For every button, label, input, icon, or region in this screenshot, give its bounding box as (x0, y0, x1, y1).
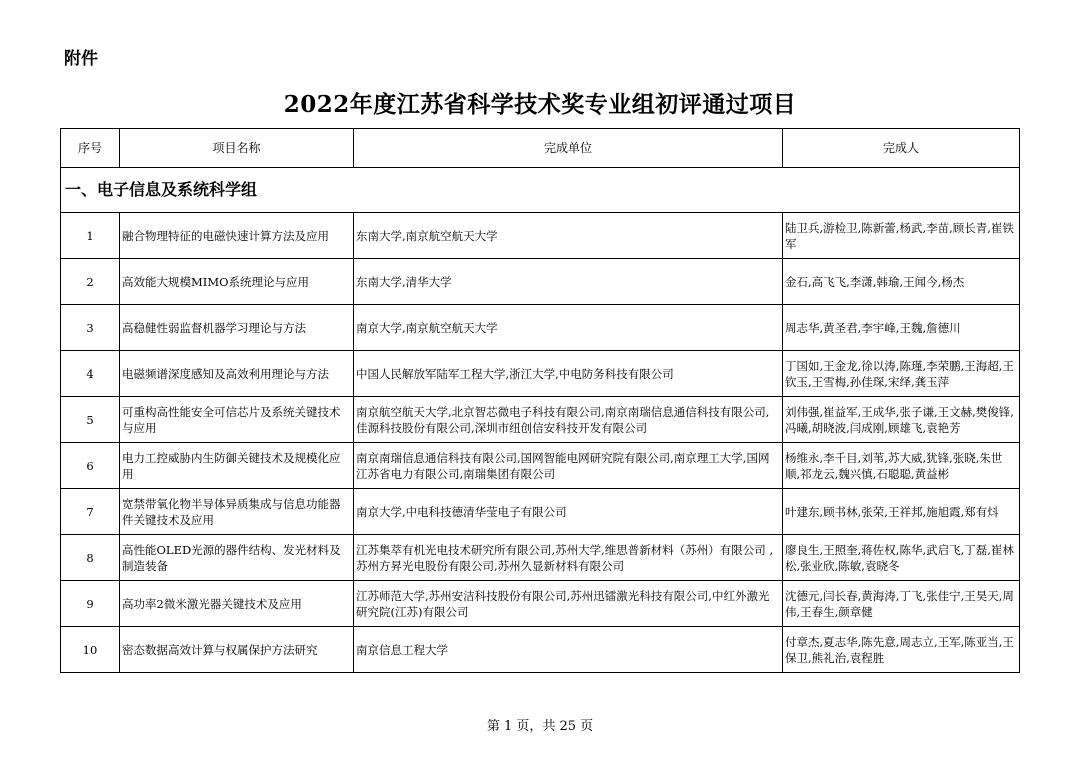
cell-units: 江苏师范大学,苏州安洁科技股份有限公司,苏州迅镭激光科技有限公司,中红外激光研究院(江苏)有限公司 (354, 581, 783, 627)
cell-units: 南京南瑞信息通信科技有限公司,国网智能电网研究院有限公司,南京理工大学,国网江苏省电力有限公司,南瑞集团有限公司 (354, 443, 783, 489)
table-header-row (61, 129, 1020, 168)
cell-project-name: 高稳健性弱监督机器学习理论与方法 (120, 305, 354, 351)
table-row (61, 213, 1020, 259)
projects-table (60, 128, 1020, 673)
header-project-name: 项目名称 (120, 129, 354, 168)
cell-people: 刘伟强,崔益军,王成华,张子谦,王文赫,樊俊锋,冯曦,胡晓波,闫成刚,顾雄飞,袁艳芳 (783, 397, 1020, 443)
cell-project-name: 密态数据高效计算与权属保护方法研究 (120, 627, 354, 673)
table-row (61, 397, 1020, 443)
attachment-label: 附件 (64, 49, 98, 69)
cell-units: 中国人民解放军陆军工程大学,浙江大学,中电防务科技有限公司 (354, 351, 783, 397)
table-row (61, 305, 1020, 351)
cell-people: 丁国如,王金龙,徐以涛,陈瑾,李荣鹏,王海超,王钦玉,王雪梅,孙佳琛,宋绎,龚玉萍 (783, 351, 1020, 397)
cell-people: 叶建东,顾书林,张荣,王祥邦,施旭霞,郑有炓 (783, 489, 1020, 535)
cell-units: 南京信息工程大学 (354, 627, 783, 673)
table-row (61, 351, 1020, 397)
cell-people: 廖良生,王照奎,蒋佐权,陈华,武启飞,丁磊,崔林松,张业欣,陈敏,袁晓冬 (783, 535, 1020, 581)
cell-units: 南京大学,中电科技德清华莹电子有限公司 (354, 489, 783, 535)
cell-people: 杨维永,李千目,刘苇,苏大威,犹锋,张晓,朱世顺,祁龙云,魏兴慎,石聪聪,黄益彬 (783, 443, 1020, 489)
cell-project-name: 融合物理特征的电磁快速计算方法及应用 (120, 213, 354, 259)
table-row (61, 535, 1020, 581)
cell-index: 5 (61, 397, 120, 443)
cell-people: 金石,高飞飞,李潇,韩瑜,王闻今,杨杰 (783, 259, 1020, 305)
cell-project-name: 高性能OLED光源的器件结构、发光材料及制造装备 (120, 535, 354, 581)
cell-index: 8 (61, 535, 120, 581)
cell-index: 9 (61, 581, 120, 627)
cell-units: 江苏集萃有机光电技术研究所有限公司,苏州大学,维思普新材料（苏州）有限公司 ,苏州方昇光电股份有限公司,苏州久显新材料有限公司 (354, 535, 783, 581)
cell-people: 沈德元,闫长春,黄海涛,丁飞,张佳宁,王昊天,周伟,王春生,颜章健 (783, 581, 1020, 627)
cell-people: 周志华,黄圣君,李宇峰,王魏,詹德川 (783, 305, 1020, 351)
cell-index: 2 (61, 259, 120, 305)
table-row (61, 581, 1020, 627)
cell-project-name: 可重构高性能安全可信芯片及系统关键技术与应用 (120, 397, 354, 443)
cell-index: 6 (61, 443, 120, 489)
cell-project-name: 电力工控威胁内生防御关键技术及规模化应用 (120, 443, 354, 489)
cell-index: 3 (61, 305, 120, 351)
page-title: 2022年度江苏省科学技术奖专业组初评通过项目 (283, 91, 797, 118)
cell-project-name: 电磁频谱深度感知及高效利用理论与方法 (120, 351, 354, 397)
cell-units: 南京航空航天大学,北京智芯微电子科技有限公司,南京南瑞信息通信科技有限公司,佳源科技股份有限公司,深圳市纽创信安科技开发有限公司 (354, 397, 783, 443)
cell-project-name: 高功率2微米激光器关键技术及应用 (120, 581, 354, 627)
cell-project-name: 高效能大规模MIMO系统理论与应用 (120, 259, 354, 305)
cell-units: 南京大学,南京航空航天大学 (354, 305, 783, 351)
page-number: 第 1 页，共 25 页 (486, 719, 594, 734)
table-row (61, 443, 1020, 489)
group-title: 一、电子信息及系统科学组 (61, 168, 1020, 213)
header-people: 完成人 (783, 129, 1020, 168)
table-row (61, 489, 1020, 535)
cell-people: 陆卫兵,游检卫,陈新蕾,杨武,李苗,顾长青,崔铁军 (783, 213, 1020, 259)
cell-people: 付章杰,夏志华,陈先意,周志立,王军,陈亚当,王保卫,熊礼治,袁程胜 (783, 627, 1020, 673)
header-index: 序号 (61, 129, 120, 168)
cell-units: 东南大学,清华大学 (354, 259, 783, 305)
group-row (61, 168, 1020, 213)
table-row (61, 627, 1020, 673)
table-row (61, 259, 1020, 305)
cell-index: 7 (61, 489, 120, 535)
cell-index: 10 (61, 627, 120, 673)
header-units: 完成单位 (354, 129, 783, 168)
cell-units: 东南大学,南京航空航天大学 (354, 213, 783, 259)
cell-index: 1 (61, 213, 120, 259)
cell-project-name: 宽禁带氧化物半导体异质集成与信息功能器件关键技术及应用 (120, 489, 354, 535)
cell-index: 4 (61, 351, 120, 397)
